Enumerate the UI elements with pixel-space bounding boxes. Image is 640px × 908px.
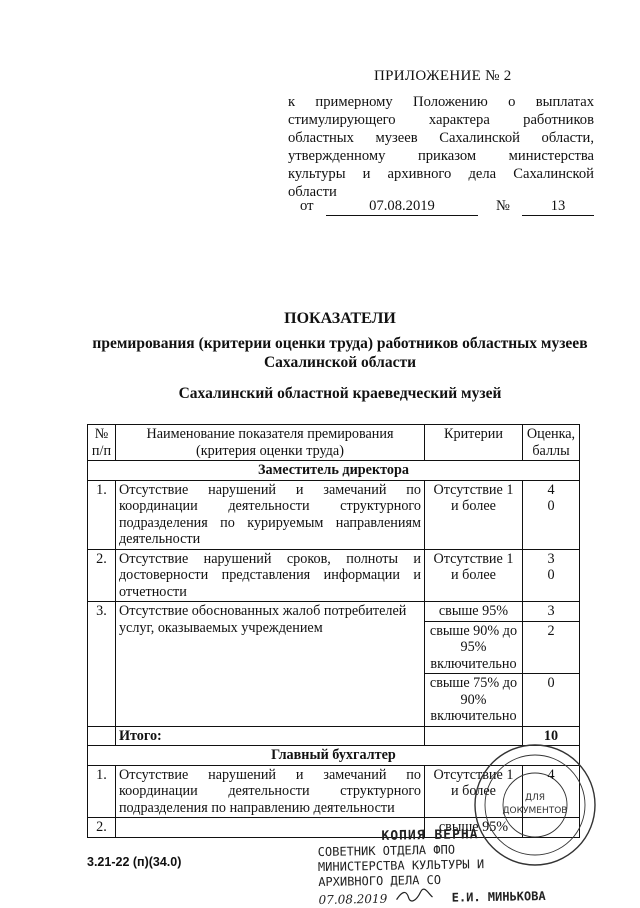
row-criteria: свыше 75% до 90% включительно	[425, 674, 523, 727]
total-label: Итого:	[115, 726, 424, 746]
row-score: 4	[522, 765, 579, 818]
stamp-line: МИНИСТЕРСТВА КУЛЬТУРЫ И	[317, 857, 485, 874]
table-row	[88, 480, 580, 549]
order-number-label: №	[496, 198, 510, 214]
score-value: 4	[547, 481, 555, 498]
row-criteria: свыше 90% до 95% включительно	[425, 621, 523, 674]
museum-name: Сахалинский областной краеведческий музей	[178, 385, 502, 402]
total-empty	[88, 726, 116, 746]
appendix-line: областных музеев Сахалинской области,	[288, 130, 594, 146]
page-subtitle	[60, 334, 620, 372]
appendix-line: культуры и архивного дела Сахалинской	[288, 166, 594, 182]
copy-certification-stamp	[317, 826, 545, 908]
row-num: 2.	[88, 549, 116, 602]
row-num: 1.	[88, 765, 116, 818]
section-title-accountant: Главный бухгалтер	[88, 746, 580, 766]
document-code: 3.21-22 (п)(34.0)	[87, 855, 182, 869]
stamp-line: СОВЕТНИК ОТДЕЛА ФПО	[317, 842, 456, 859]
row-num: 3.	[88, 602, 116, 727]
appendix-line: к примерному Положению о выплатах	[288, 94, 594, 110]
score-value: 0	[547, 498, 555, 514]
row-name: Отсутствие нарушений сроков, полноты и достоверности представления информации и отчетности	[115, 549, 424, 602]
appendix-title: ПРИЛОЖЕНИЕ № 2	[374, 68, 512, 84]
order-number: 13	[522, 198, 594, 216]
row-criteria: свыше 95%	[425, 818, 523, 838]
appendix-line: области	[288, 184, 337, 200]
order-reference	[300, 198, 596, 218]
table-row	[88, 549, 580, 602]
total-value: 10	[522, 726, 579, 746]
row-score	[522, 549, 579, 602]
row-name: Отсутствие нарушений и замечаний по координации деятельности структурного подразделения по курируемым направлениям деятельности	[115, 480, 424, 549]
stamp-line: АРХИВНОГО ДЕЛА СО	[318, 872, 442, 889]
table-header-row	[88, 425, 580, 461]
row-criteria: Отсутствие 1 и более	[425, 480, 523, 549]
row-score: 0	[522, 674, 579, 727]
subtitle-line: премирования (критерии оценки труда) работников областных музеев	[92, 335, 588, 352]
row-score: 3	[522, 602, 579, 622]
page-title: ПОКАЗАТЕЛИ	[284, 310, 396, 327]
appendix-line: утвержденному приказом министерства	[288, 148, 594, 164]
header-score: Оценка, баллы	[522, 425, 579, 461]
row-criteria: Отсутствие 1 и более	[425, 549, 523, 602]
header-criteria: Критерии	[425, 425, 523, 461]
section-title-deputy: Заместитель директора	[88, 461, 580, 481]
row-num: 2.	[88, 818, 116, 838]
order-date: 07.08.2019	[326, 198, 478, 216]
score-value: 0	[547, 567, 555, 583]
row-criteria: Отсутствие 1 и более	[425, 765, 523, 818]
row-score: 2	[522, 621, 579, 674]
appendix-line: стимулирующего характера работников	[288, 112, 594, 128]
seal-text: ДОКУМЕНТОВ	[502, 806, 568, 816]
copy-mark: КОПИЯ ВЕРНА	[381, 827, 479, 844]
stamp-date: 07.08.2019	[318, 891, 388, 907]
seal-text: ДЛЯ	[524, 793, 546, 803]
header-num: № п/п	[88, 425, 116, 461]
stamp-person: Е.И. МИНЬКОВА	[451, 889, 546, 905]
table-row	[88, 602, 580, 622]
signature-icon	[394, 888, 444, 907]
subtitle-line: Сахалинской области	[263, 354, 417, 371]
row-score	[522, 480, 579, 549]
row-name: Отсутствие обоснованных жалоб потребителей услуг, оказываемых учреждением	[115, 602, 424, 727]
order-from-label: от	[300, 198, 314, 214]
row-name: Отсутствие нарушений и замечаний по координации деятельности структурного подразделения по направлению деятельности	[115, 765, 424, 818]
row-criteria: свыше 95%	[425, 602, 523, 622]
score-value: 3	[547, 550, 555, 567]
header-name: Наименование показателя премирования (критерия оценки труда)	[115, 425, 424, 461]
appendix-description	[288, 93, 594, 201]
section-row	[88, 461, 580, 481]
row-num: 1.	[88, 480, 116, 549]
